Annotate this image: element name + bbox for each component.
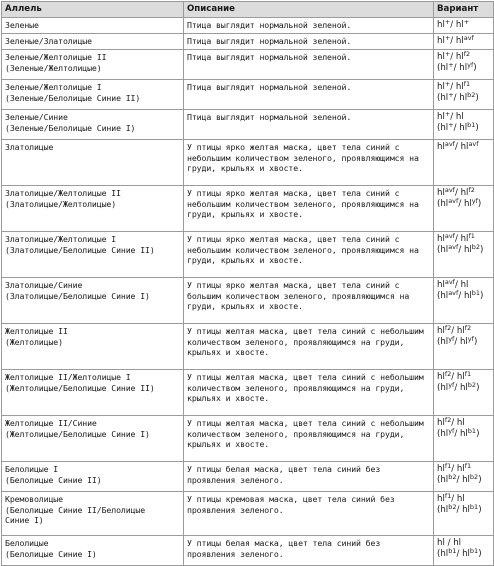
description-cell: У птицы желтая маска, цвет тела синий с небольшим количеством зеленого, проявляющимся на груди, крыльях и хвосте.	[184, 370, 434, 416]
variant-text: )	[475, 92, 479, 103]
allele-line: (Желтолицые)	[5, 336, 63, 347]
allele-line: Зеленые/Желтолицые I	[5, 82, 102, 92]
variant-text: (hl	[437, 474, 449, 485]
variant-cell	[434, 186, 494, 232]
allele-line: (Желтолицые/Белолицые Синие I)	[5, 428, 150, 439]
variant-cell	[434, 536, 494, 566]
allele-cell	[2, 140, 184, 186]
variant-text: / hl	[454, 280, 469, 290]
variant-text: / hl	[456, 548, 470, 559]
variant-text: / hl	[454, 188, 469, 198]
variant-text: (hl	[437, 548, 449, 559]
variant-line	[437, 242, 490, 256]
variant-superscript: f2	[464, 324, 472, 332]
variant-superscript: b2	[448, 502, 457, 511]
variant-line	[437, 380, 490, 394]
table-row	[2, 50, 494, 80]
table-row	[2, 34, 494, 50]
variant-text: / hl	[450, 82, 464, 92]
variant-superscript: avf	[448, 196, 459, 205]
variant-text: / hl	[454, 234, 469, 244]
variant-cell	[434, 324, 494, 370]
variant-superscript: f1	[444, 462, 452, 470]
variant-text: / hl	[454, 382, 468, 393]
allele-line: Желтолицые II/Желтолицые I	[5, 372, 131, 382]
description-cell: У птицы ярко желтая маска, цвет тела синий с большим количеством зеленого, проявляющимся на груди, крыльях и хвосте.	[184, 278, 434, 324]
description-cell: Птица выглядит нормальной зеленой.	[184, 34, 434, 50]
variant-text: )	[473, 336, 478, 347]
variant-superscript: yf	[467, 334, 474, 343]
variant-text: )	[475, 122, 479, 133]
variant-superscript: f2	[444, 416, 452, 424]
allele-line: Желтолицые II/Синие	[5, 418, 97, 428]
variant-text: / hl	[454, 428, 468, 439]
variant-cell	[434, 80, 494, 110]
variant-line	[437, 234, 490, 245]
allele-line: Зеленые	[5, 20, 39, 30]
variant-text: hl	[437, 372, 445, 382]
variant-superscript: avf	[444, 186, 455, 194]
header-description: Описание	[184, 2, 434, 18]
variant-line	[437, 60, 490, 74]
table-row	[2, 370, 494, 416]
description-cell: У птицы белая маска, цвет тела синий без проявления зеленого.	[184, 462, 434, 492]
variant-text: / hl	[458, 198, 472, 209]
variant-line	[437, 280, 490, 291]
allele-line: Желтолицые II	[5, 326, 68, 336]
variant-text: (hl	[437, 290, 449, 301]
variant-superscript: f1	[463, 80, 471, 88]
table-row	[2, 186, 494, 232]
allele-line: Златолицые	[5, 142, 54, 152]
variant-cell	[434, 462, 494, 492]
variant-superscript: f1	[464, 462, 472, 470]
allele-line: (Желтолицые/Белолицые Синие II)	[5, 382, 155, 393]
variant-text: (hl	[437, 382, 449, 393]
variant-cell	[434, 140, 494, 186]
allele-line: Зеленые/Златолицые	[5, 36, 92, 46]
variant-text: / hl	[458, 244, 472, 255]
description-cell: Птица выглядит нормальной зеленой.	[184, 110, 434, 140]
table-row	[2, 536, 494, 566]
variant-superscript: +	[444, 34, 451, 42]
variant-text: hl	[437, 326, 445, 336]
table-header-row	[2, 2, 494, 18]
variant-text: (hl	[437, 336, 449, 347]
variant-text: (hl	[437, 92, 449, 103]
description-cell: У птицы желтая маска, цвет тела синий с небольшим количеством зеленого, проявляющимся на груди, крыльях и хвосте.	[184, 416, 434, 462]
variant-superscript: avf	[463, 34, 474, 42]
variant-superscript: avf	[448, 242, 459, 251]
description-cell: Птица выглядит нормальной зеленой.	[184, 50, 434, 80]
variant-line	[437, 90, 490, 104]
variant-line	[437, 426, 490, 440]
variant-superscript: b1	[467, 426, 477, 435]
variant-text: / hl	[450, 20, 464, 30]
variant-text: hl / hl	[437, 538, 462, 548]
variant-superscript: b1	[467, 120, 476, 129]
allele-cell	[2, 370, 184, 416]
table-row	[2, 110, 494, 140]
variant-line	[437, 538, 490, 549]
variant-cell	[434, 416, 494, 462]
variant-cell	[434, 34, 494, 50]
allele-line: (Белолицые Синие II)	[5, 474, 102, 485]
variant-line	[437, 36, 490, 47]
variant-text: )	[477, 198, 482, 209]
variant-superscript: +	[448, 120, 454, 129]
variant-text: / hl	[450, 112, 464, 122]
variant-superscript: b2	[448, 472, 457, 481]
variant-superscript: +	[444, 80, 451, 88]
variant-text: / hl	[453, 122, 468, 133]
variant-text: )	[480, 290, 484, 301]
variant-superscript: avf	[468, 140, 479, 148]
variant-superscript: b2	[467, 90, 476, 99]
allele-cell	[2, 50, 184, 80]
variant-line	[437, 82, 490, 93]
description-cell: Птица выглядит нормальной зеленой.	[184, 18, 434, 34]
description-cell: У птицы ярко желтая маска, цвет тела синий с небольшим количеством зеленого, проявляющимся на груди, крыльях и хвосте.	[184, 232, 434, 278]
allele-cell	[2, 110, 184, 140]
variant-text: )	[476, 428, 480, 439]
allele-cell	[2, 324, 184, 370]
table-row	[2, 80, 494, 110]
variant-text: (hl	[437, 504, 449, 515]
variant-text: )	[473, 62, 477, 73]
allele-line: Кремоволицые	[5, 494, 63, 504]
variant-line	[437, 142, 490, 153]
description-cell: У птицы белая маска, цвет тела синий без проявления зеленого.	[184, 536, 434, 566]
variant-superscript: +	[444, 50, 451, 58]
variant-text: / hl	[453, 92, 468, 103]
variant-text: )	[478, 548, 482, 559]
variant-text: (hl	[437, 62, 449, 73]
allele-line: (Златолицые/Желтолицые)	[5, 198, 117, 209]
allele-line: Зеленые/Синие	[5, 112, 68, 122]
variant-line	[437, 288, 490, 302]
variant-text: )	[476, 382, 480, 393]
variant-superscript: b2	[471, 242, 481, 251]
variant-line	[437, 502, 490, 516]
variant-cell	[434, 492, 494, 536]
allele-cell	[2, 492, 184, 536]
variant-superscript: b1	[469, 546, 479, 555]
variant-text: / hl	[451, 372, 465, 382]
variant-text: hl	[437, 464, 445, 474]
table-row	[2, 416, 494, 462]
variant-text: / hl	[454, 142, 469, 152]
allele-line: (Зеленые/Желтолицые)	[5, 62, 102, 73]
variant-text: hl	[437, 280, 445, 290]
variant-text: hl	[437, 418, 445, 428]
variant-line	[437, 196, 490, 210]
allele-line: (Зеленые/Белолицые Синие II)	[5, 92, 141, 103]
variant-text: hl	[437, 82, 445, 92]
variant-superscript: f2	[463, 50, 471, 58]
variant-cell	[434, 370, 494, 416]
variant-superscript: +	[448, 60, 454, 69]
variant-line	[437, 494, 490, 505]
variant-superscript: b2	[469, 472, 479, 481]
variant-text: / hl	[456, 474, 470, 485]
variant-text: / hl	[450, 52, 464, 62]
variant-line	[437, 334, 490, 348]
variant-text: hl	[437, 142, 445, 152]
variant-text: / hl	[451, 418, 465, 428]
table-row	[2, 18, 494, 34]
variant-text: / hl	[458, 290, 472, 301]
variant-text: )	[480, 244, 484, 255]
allele-line: Зеленые/Желтолицые II	[5, 52, 107, 62]
variant-line	[437, 546, 490, 560]
variant-superscript: avf	[448, 288, 459, 297]
variant-text: / hl	[450, 36, 464, 46]
variant-line	[437, 418, 490, 429]
table-row	[2, 462, 494, 492]
variant-text: / hl	[454, 336, 468, 347]
variant-line	[437, 112, 490, 123]
variant-superscript: b1	[471, 288, 481, 297]
variant-superscript: b2	[467, 380, 477, 389]
description-cell: У птицы ярко желтая маска, цвет тела синий с небольшим количеством зеленого, проявляющимся на груди, крыльях и хвосте.	[184, 140, 434, 186]
variant-cell	[434, 110, 494, 140]
description-cell: У птицы ярко желтая маска, цвет тела синий с небольшим количеством зеленого, проявляющимся на груди, крыльях и хвосте.	[184, 186, 434, 232]
allele-cell	[2, 462, 184, 492]
table-row	[2, 232, 494, 278]
variant-text: hl	[437, 112, 445, 122]
allele-line: (Белолицые Синие I)	[5, 548, 97, 559]
variant-superscript: f2	[468, 186, 475, 194]
allele-line: (Златолицые/Белолицые Синие I)	[5, 290, 150, 301]
allele-cell	[2, 186, 184, 232]
variant-line	[437, 120, 490, 134]
variant-superscript: avf	[444, 140, 455, 148]
variant-cell	[434, 232, 494, 278]
variant-superscript: +	[463, 18, 470, 26]
variant-line	[437, 372, 490, 383]
variant-line	[437, 472, 490, 486]
variant-text: (hl	[437, 428, 449, 439]
variant-text: hl	[437, 36, 445, 46]
allele-line: (Зеленые/Белолицые Синие I)	[5, 122, 136, 133]
allele-table	[1, 1, 494, 566]
variant-line	[437, 188, 490, 199]
variant-superscript: avf	[444, 278, 455, 286]
variant-text: )	[478, 474, 482, 485]
description-cell: У птицы кремовая маска, цвет тела синий без проявления зеленого.	[184, 492, 434, 536]
variant-superscript: f2	[444, 324, 452, 332]
variant-superscript: +	[444, 110, 451, 118]
table-row	[2, 140, 494, 186]
allele-cell	[2, 18, 184, 34]
allele-line: Златолицые/Желтолицые II	[5, 188, 121, 198]
variant-text: hl	[437, 494, 445, 504]
variant-superscript: +	[444, 18, 451, 26]
variant-superscript: f1	[468, 232, 475, 240]
allele-line: Синие I)	[5, 515, 44, 526]
allele-line: Белолицые	[5, 538, 49, 548]
allele-cell	[2, 416, 184, 462]
allele-line: (Златолицые/Белолицые Синие II)	[5, 244, 155, 255]
variant-text: hl	[437, 20, 445, 30]
variant-text: (hl	[437, 122, 449, 133]
description-cell: Птица выглядит нормальной зеленой.	[184, 80, 434, 110]
variant-superscript: yf	[471, 196, 478, 205]
allele-cell	[2, 278, 184, 324]
allele-line: Златолицые/Синие	[5, 280, 83, 290]
variant-superscript: b1	[448, 546, 457, 555]
variant-cell	[434, 278, 494, 324]
variant-text: (hl	[437, 198, 449, 209]
variant-superscript: f1	[444, 492, 452, 500]
variant-text: hl	[437, 52, 445, 62]
allele-line: Белолицые I	[5, 464, 59, 474]
variant-superscript: yf	[467, 60, 474, 69]
variant-line	[437, 52, 490, 63]
variant-superscript: yf	[448, 426, 455, 435]
table-row	[2, 324, 494, 370]
variant-text: / hl	[451, 464, 465, 474]
variant-text: hl	[437, 234, 445, 244]
variant-text: / hl	[451, 326, 465, 336]
variant-line	[437, 464, 490, 475]
allele-cell	[2, 536, 184, 566]
table-row	[2, 278, 494, 324]
variant-superscript: yf	[448, 380, 455, 389]
variant-text: )	[478, 504, 482, 515]
variant-line	[437, 326, 490, 337]
table-row	[2, 492, 494, 536]
variant-cell	[434, 18, 494, 34]
variant-cell	[434, 50, 494, 80]
allele-line: (Белолицые Синие II/Белолицые	[5, 504, 146, 515]
description-cell: У птицы желтая маска, цвет тела синий с небольшим количеством зеленого, проявляющимся на груди, крыльях и хвосте.	[184, 324, 434, 370]
allele-cell	[2, 232, 184, 278]
variant-line	[437, 20, 490, 31]
allele-line: Златолицые/Желтолицые I	[5, 234, 117, 244]
allele-cell	[2, 34, 184, 50]
variant-superscript: f1	[464, 370, 472, 378]
variant-superscript: f2	[444, 370, 452, 378]
variant-text: hl	[437, 188, 445, 198]
variant-text: (hl	[437, 244, 449, 255]
variant-text: / hl	[451, 494, 465, 504]
header-allele: Аллель	[2, 2, 184, 18]
variant-superscript: yf	[448, 334, 455, 343]
variant-text: / hl	[456, 504, 470, 515]
header-variant: Вариант	[434, 2, 494, 18]
allele-cell	[2, 80, 184, 110]
variant-text: / hl	[453, 62, 468, 73]
variant-superscript: b1	[469, 502, 479, 511]
variant-superscript: avf	[444, 232, 455, 240]
variant-superscript: +	[448, 90, 454, 99]
